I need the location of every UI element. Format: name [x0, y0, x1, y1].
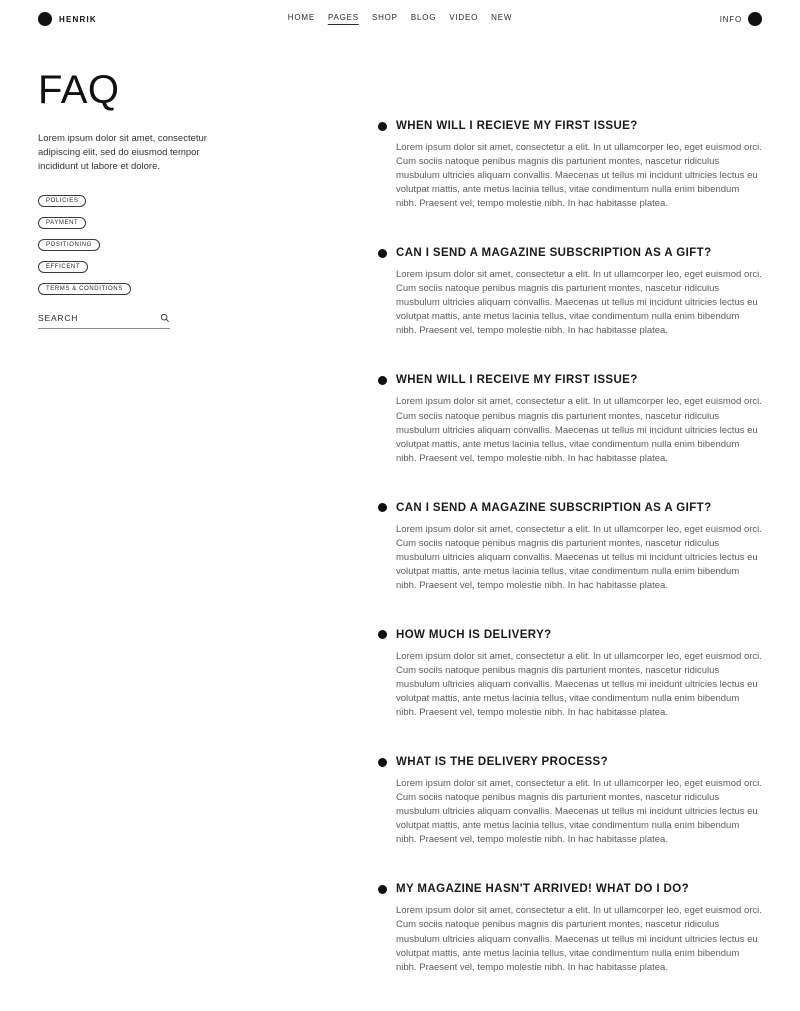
- faq-question[interactable]: [378, 883, 762, 895]
- faq-item: [378, 756, 762, 847]
- faq-answer: Lorem ipsum dolor sit amet, consectetur a elit. In ut ullamcorper leo, eget euismod orci. Cum sociis natoque penibus magnis dis parturient montes, nascetur ridiculus musbulum ultricies aliquam convallis. Maecenas ut tellus mi incidunt ultricies lectus eu volutpat mattis, ante metus lacinia tellus, vitae condimentum nulla enim bibendum nibh. Praesent vel, tempo molestie nibh. In hac habitasse platea.: [396, 905, 762, 973]
- nav-item-new[interactable]: NEW: [491, 13, 513, 22]
- bullet-icon: [378, 885, 387, 894]
- faq-question-text: HOW MUCH IS DELIVERY?: [396, 628, 552, 641]
- faq-question-text: MY MAGAZINE HASN'T ARRIVED! WHAT DO I DO?: [396, 883, 689, 896]
- info-button[interactable]: [720, 12, 762, 26]
- bullet-icon: [378, 630, 387, 639]
- faq-item: [378, 247, 762, 338]
- logo[interactable]: [38, 12, 97, 26]
- bullet-icon: [378, 122, 387, 131]
- faq-answer: Lorem ipsum dolor sit amet, consectetur a elit. In ut ullamcorper leo, eget euismod orci. Cum sociis natoque penibus magnis dis parturient montes, nascetur ridiculus musbulum ultricies aliquam convallis. Maecenas ut tellus mi incidunt ultricies lectus eu volutpat mattis, ante metus lacinia tellus, vitae condimentum nulla enim bibendum nibh. Praesent vel, tempo molestie nibh. In hac habitasse platea.: [396, 142, 762, 210]
- tag-payment[interactable]: PAYMENT: [38, 217, 86, 229]
- tag-terms-conditions[interactable]: TERMS & CONDITIONS: [38, 283, 131, 295]
- main-content: [0, 38, 800, 1011]
- nav-item-video[interactable]: VIDEO: [449, 13, 479, 22]
- page-title: FAQ: [38, 68, 120, 112]
- faq-answer: Lorem ipsum dolor sit amet, consectetur a elit. In ut ullamcorper leo, eget euismod orci. Cum sociis natoque penibus magnis dis parturient montes, nascetur ridiculus musbulum ultricies aliquam convallis. Maecenas ut tellus mi incidunt ultricies lectus eu volutpat mattis, ante metus lacinia tellus, vitae condimentum nulla enim bibendum nibh. Praesent vel, tempo molestie nibh. In hac habitasse platea.: [396, 778, 762, 846]
- tag-policies[interactable]: POLICIES: [38, 195, 86, 207]
- tag-positioning[interactable]: POSITIONING: [38, 239, 100, 251]
- bullet-icon: [378, 249, 387, 258]
- tag-efficent[interactable]: EFFICENT: [38, 261, 88, 273]
- faq-item: [378, 629, 762, 720]
- faq-question-text: WHEN WILL I RECIEVE MY FIRST ISSUE?: [396, 120, 638, 132]
- nav-item-pages[interactable]: PAGES: [328, 13, 359, 25]
- faq-question-text: WHEN WILL I RECEIVE MY FIRST ISSUE?: [396, 374, 638, 387]
- faq-item: [378, 120, 762, 211]
- faq-question-text: CAN I SEND A MAGAZINE SUBSCRIPTION AS A GIFT?: [396, 501, 712, 514]
- info-circle-icon: [748, 12, 762, 26]
- logo-text: HENRIK: [59, 14, 97, 24]
- faq-answer: Lorem ipsum dolor sit amet, consectetur a elit. In ut ullamcorper leo, eget euismod orci. Cum sociis natoque penibus magnis dis parturient montes, nascetur ridiculus musbulum ultricies aliquam convallis. Maecenas ut tellus mi incidunt ultricies lectus eu volutpat mattis, ante metus lacinia tellus, vitae condimentum nulla enim bibendum nibh. Praesent vel, tempo molestie nibh. In hac habitasse platea.: [396, 523, 762, 591]
- faq-answer: Lorem ipsum dolor sit amet, consectetur a elit. In ut ullamcorper leo, eget euismod orci. Cum sociis natoque penibus magnis dis parturient montes, nascetur ridiculus musbulum ultricies aliquam convallis. Maecenas ut tellus mi incidunt ultricies lectus eu volutpat mattis, ante metus lacinia tellus, vitae condimentum nulla enim bibendum nibh. Praesent vel, tempo molestie nibh. In hac habitasse platea.: [396, 396, 762, 464]
- intro-text: Lorem ipsum dolor sit amet, consectetur adipiscing elit, sed do eiusmod tempor incididunt ut labore et dolore.: [38, 133, 207, 172]
- faq-question[interactable]: [378, 247, 762, 259]
- logo-circle-icon: [38, 12, 52, 26]
- faq-question[interactable]: [378, 120, 762, 132]
- header: [0, 0, 800, 38]
- bullet-icon: [378, 758, 387, 767]
- faq-question[interactable]: [378, 629, 762, 641]
- nav-item-shop[interactable]: SHOP: [371, 13, 398, 22]
- faq-answer: Lorem ipsum dolor sit amet, consectetur a elit. In ut ullamcorper leo, eget euismod orci. Cum sociis natoque penibus magnis dis parturient montes, nascetur ridiculus musbulum ultricies aliquam convallis. Maecenas ut tellus mi incidunt ultricies lectus eu volutpat mattis, ante metus lacinia tellus, vitae condimentum nulla enim bibendum nibh. Praesent vel, tempo molestie nibh. In hac habitasse platea.: [396, 650, 762, 719]
- faq-question[interactable]: [378, 756, 762, 768]
- faq-question[interactable]: [378, 502, 762, 514]
- bullet-icon: [378, 376, 387, 385]
- search-field[interactable]: [38, 313, 170, 329]
- faq-question[interactable]: [378, 374, 762, 386]
- search-icon[interactable]: [160, 313, 170, 323]
- faq-item: [378, 502, 762, 593]
- info-label: INFO: [719, 14, 742, 24]
- faq-list: [228, 70, 762, 1011]
- faq-question-text: CAN I SEND A MAGAZINE SUBSCRIPTION AS A GIFT?: [396, 247, 712, 260]
- faq-item: [378, 883, 762, 974]
- sidebar: [38, 70, 228, 1011]
- faq-answer: Lorem ipsum dolor sit amet, consectetur a elit. In ut ullamcorper leo, eget euismod orci. Cum sociis natoque penibus magnis dis parturient montes, nascetur ridiculus musbulum ultricies aliquam convallis. Maecenas ut tellus mi incidunt ultricies lectus eu volutpat mattis, ante metus lacinia tellus, vitae condimentum nulla enim bibendum nibh. Praesent vel, tempo molestie nibh. In hac habitasse platea.: [396, 269, 762, 337]
- nav-item-blog[interactable]: BLOG: [410, 13, 437, 22]
- tag-list: [38, 189, 228, 295]
- nav-item-home[interactable]: HOME: [287, 13, 315, 22]
- main-nav: [288, 13, 512, 25]
- faq-item: [378, 374, 762, 465]
- faq-question-text: WHAT IS THE DELIVERY PROCESS?: [396, 756, 609, 769]
- bullet-icon: [378, 503, 387, 512]
- search-input[interactable]: [38, 313, 160, 323]
